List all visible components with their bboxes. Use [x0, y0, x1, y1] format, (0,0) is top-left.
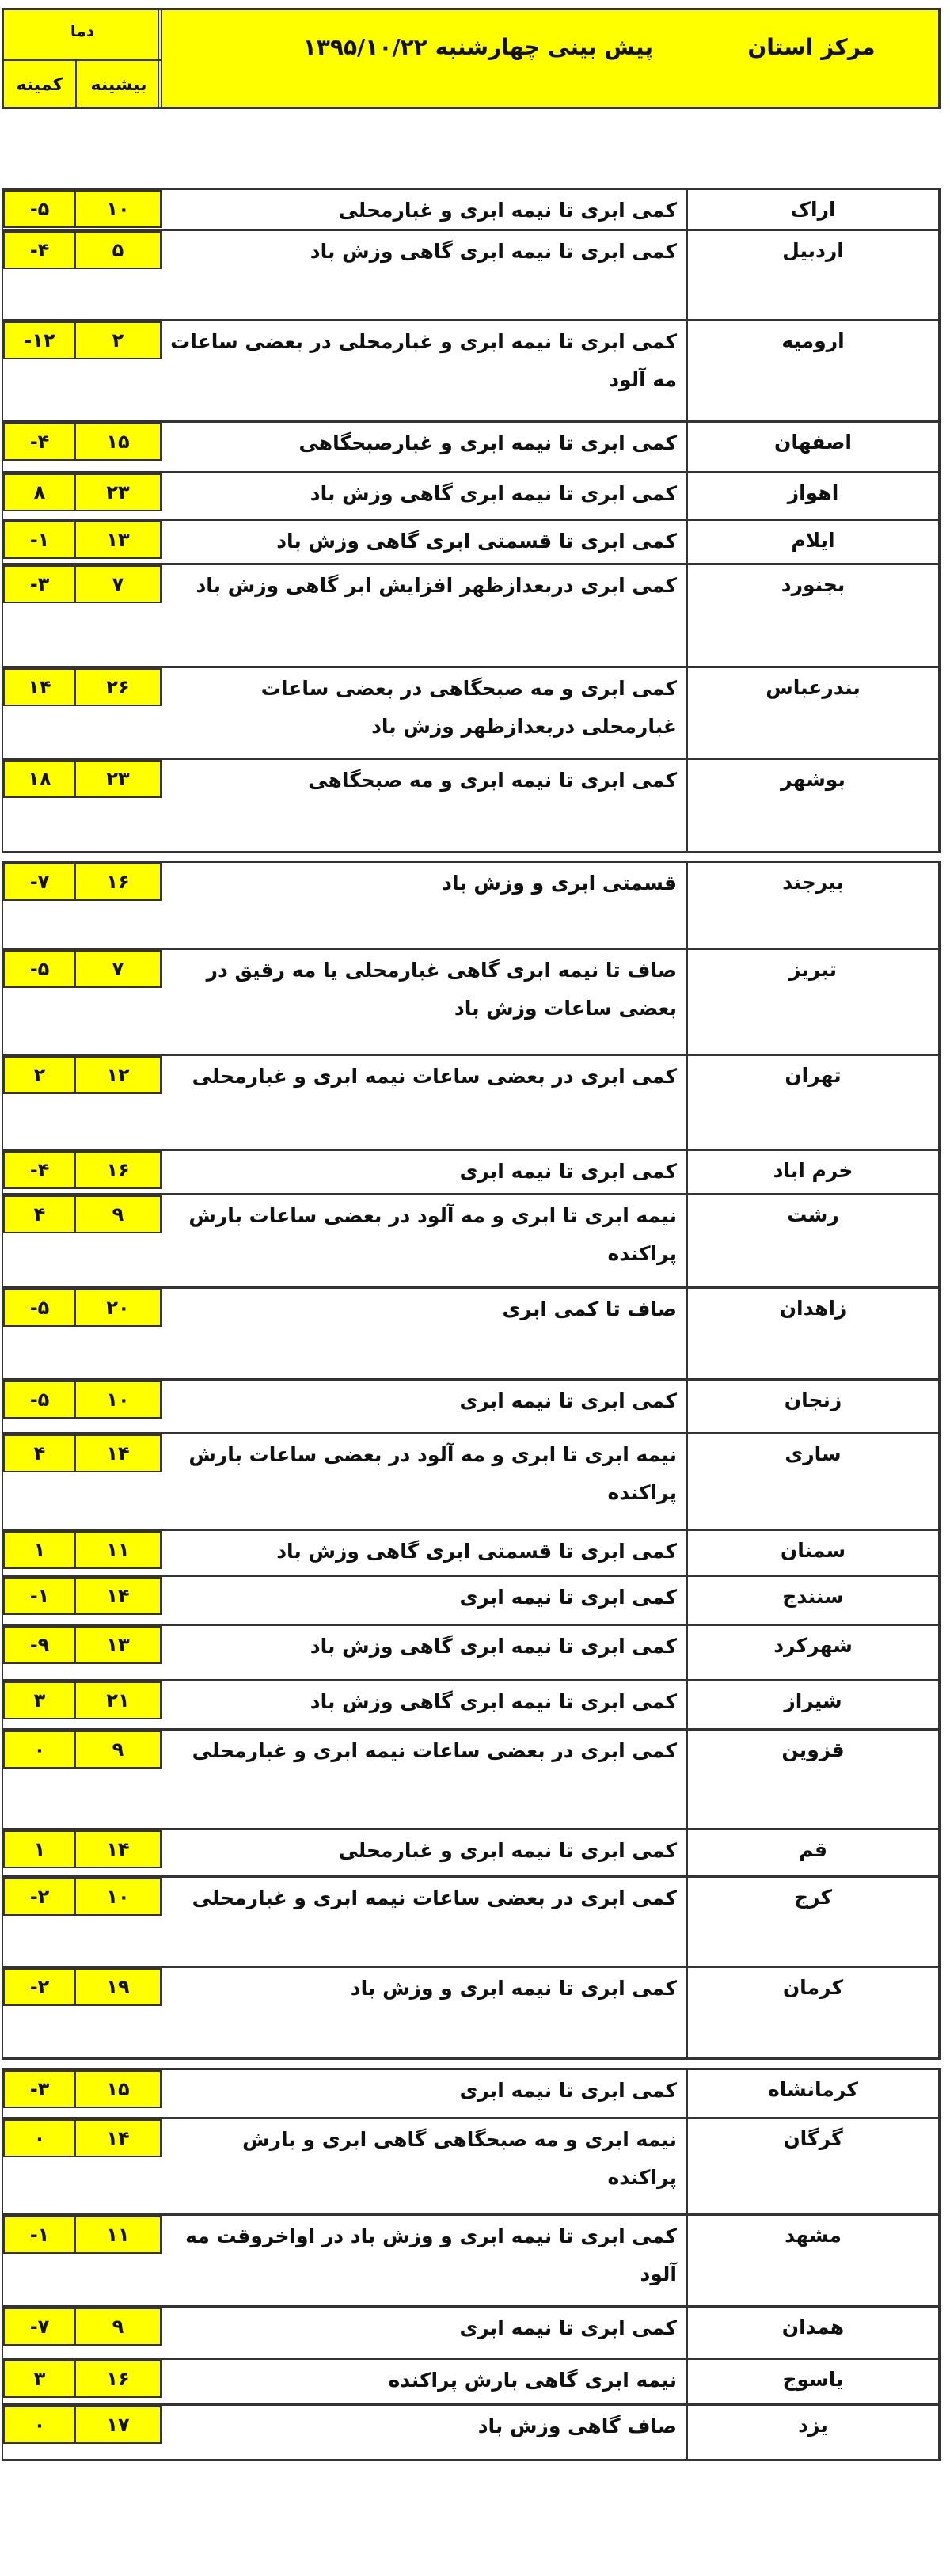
forecast-description: کمی ابری در بعضی ساعات نیمه ابری و غبارمحلی: [192, 1065, 677, 1088]
max-temp: ۱۳: [74, 1626, 162, 1664]
min-temp: ۳: [3, 1681, 76, 1719]
table-row: [3, 1286, 938, 1378]
table-row: [3, 188, 938, 229]
max-temp: ۲۰: [74, 1289, 162, 1327]
city-name: اهواز: [686, 473, 938, 519]
city-name: اصفهان: [686, 423, 938, 471]
table-row: [3, 519, 938, 563]
city-name: خرم اباد: [686, 1151, 938, 1193]
max-temp: ۱۰: [74, 1381, 162, 1419]
max-temp: ۱۶: [74, 1151, 162, 1189]
min-temp: -۳: [3, 565, 76, 603]
city-name: قم: [686, 1830, 938, 1875]
min-temp: -۴: [3, 1151, 76, 1189]
header-city: مرکز استان: [747, 34, 876, 60]
table-section: [2, 861, 940, 2060]
min-temp: -۵: [3, 1289, 76, 1327]
min-temp: -۲: [3, 1878, 76, 1916]
forecast-description: کمی ابری تا قسمتی ابری گاهی وزش باد: [276, 530, 677, 553]
city-name: گرگان: [686, 2119, 938, 2213]
max-temp: ۲۱: [74, 1681, 162, 1719]
forecast-description: قسمتی ابری و وزش باد: [442, 872, 677, 895]
min-temp: ۰: [3, 2119, 76, 2157]
max-temp: ۱۵: [74, 423, 162, 461]
min-temp: ۲: [3, 1056, 76, 1094]
min-temp: -۲: [3, 1968, 76, 2006]
min-temp: ۸: [3, 473, 76, 511]
max-temp: ۱۲: [74, 1056, 162, 1094]
max-temp: ۷: [74, 565, 162, 603]
min-temp: -۵: [3, 190, 76, 228]
max-temp: ۷: [74, 950, 162, 988]
min-temp: ۳: [3, 2360, 76, 2398]
max-temp: ۱۷: [74, 2406, 162, 2444]
city-name: شهرکرد: [686, 1626, 938, 1679]
city-name: همدان: [686, 2308, 938, 2358]
city-name: شیراز: [686, 1681, 938, 1728]
forecast-description: کمی ابری تا نیمه ابری و وزش باد: [350, 1977, 677, 2000]
city-name: سنندج: [686, 1577, 938, 1624]
table-row: [3, 1149, 938, 1193]
city-name: بجنورد: [686, 565, 938, 666]
table-row: [3, 1529, 938, 1575]
table-row: [3, 2068, 938, 2117]
max-temp: ۱۱: [74, 2216, 162, 2254]
min-temp: -۳: [3, 2070, 76, 2108]
max-temp: ۲۶: [74, 668, 162, 706]
table-row: [3, 948, 938, 1054]
forecast-description: کمی ابری تا نیمه ابری و وزش باد در اواخروقت مه آلود: [185, 2225, 677, 2285]
table-row: [3, 666, 938, 758]
forecast-description: کمی ابری تا نیمه ابری و غبارمحلی در بعضی ساعات مه آلود: [170, 330, 677, 391]
forecast-description: کمی ابری تا نیمه ابری: [459, 1586, 677, 1609]
forecast-description: کمی ابری تا نیمه ابری گاهی وزش باد: [310, 482, 677, 505]
city-name: قزوین: [686, 1731, 938, 1828]
table-row: [3, 1679, 938, 1728]
min-temp: -۱: [3, 521, 76, 559]
forecast-description: کمی ابری تا نیمه ابری: [459, 2079, 677, 2102]
forecast-description: صاف گاهی وزش باد: [477, 2415, 677, 2437]
table-row: [3, 2213, 938, 2305]
table-row: [3, 471, 938, 519]
table-row: [3, 1966, 938, 2057]
forecast-description: کمی ابری تا نیمه ابری گاهی وزش باد: [310, 240, 677, 263]
forecast-description: صاف تا کمی ابری: [502, 1297, 677, 1320]
min-temp: ۴: [3, 1434, 76, 1472]
max-temp: ۲: [74, 321, 162, 359]
forecast-description: نیمه ابری تا ابری و مه آلود در بعضی ساعات بارش پراکنده: [188, 1443, 677, 1504]
city-name: زاهدان: [686, 1289, 938, 1378]
min-temp: -۵: [3, 1381, 76, 1419]
city-name: مشهد: [686, 2216, 938, 2305]
table-row: [3, 1054, 938, 1149]
min-temp: -۵: [3, 950, 76, 988]
table-row: [3, 2403, 938, 2459]
table-bottom-border: [3, 2057, 938, 2060]
header-forecast-title: پیش بینی چهارشنبه ۱۳۹۵/۱۰/۲۲: [158, 10, 685, 107]
forecast-description: نیمه ابری و مه صبحگاهی گاهی ابری و بارش پراکنده: [242, 2128, 677, 2189]
min-temp: -۱۲: [3, 321, 76, 359]
forecast-description: کمی ابری در بعضی ساعات نیمه ابری و غبارمحلی: [192, 1739, 677, 1762]
city-name: سمنان: [686, 1531, 938, 1575]
forecast-description: نیمه ابری تا ابری و مه آلود در بعضی ساعات بارش پراکنده: [188, 1204, 677, 1265]
max-temp: ۲۳: [74, 473, 162, 511]
forecast-description: کمی ابری تا نیمه ابری گاهی وزش باد: [310, 1635, 677, 1658]
city-name: یزد: [686, 2406, 938, 2459]
max-temp: ۱۵: [74, 2070, 162, 2108]
table-row: [3, 861, 938, 948]
city-name: تهران: [686, 1056, 938, 1149]
header-temp-label: دما: [4, 10, 161, 61]
min-temp: ۱۸: [3, 760, 76, 798]
table-bottom-border: [3, 851, 938, 853]
max-temp: ۹: [74, 1731, 162, 1769]
city-name: زنجان: [686, 1381, 938, 1432]
table-row: [3, 563, 938, 666]
forecast-description: نیمه ابری گاهی بارش پراکنده: [388, 2369, 677, 2392]
min-temp: -۷: [3, 2308, 76, 2346]
max-temp: ۱۰: [74, 190, 162, 228]
max-temp: ۱۳: [74, 521, 162, 559]
table-row: [3, 2305, 938, 2358]
table-row: [3, 229, 938, 319]
table-section: [2, 2068, 940, 2461]
table-row: [3, 1728, 938, 1828]
header-min: کمینه: [16, 75, 63, 95]
city-name: کرج: [686, 1878, 938, 1966]
city-name: کرمانشاه: [686, 2070, 938, 2117]
max-temp: ۱۴: [74, 1830, 162, 1868]
max-temp: ۲۳: [74, 760, 162, 798]
max-temp: ۱۶: [74, 863, 162, 901]
forecast-description: کمی ابری تا نیمه ابری و غبارمحلی: [338, 1839, 677, 1862]
forecast-description: کمی ابری تا نیمه ابری و غبارصبحگاهی: [298, 431, 677, 454]
max-temp: ۹: [74, 1195, 162, 1233]
min-temp: -۹: [3, 1626, 76, 1664]
city-name: کرمان: [686, 1968, 938, 2057]
header-temperature: [4, 10, 162, 107]
min-temp: -۷: [3, 863, 76, 901]
forecast-description: صاف تا نیمه ابری گاهی غبارمحلی یا مه رقیق در بعضی ساعات وزش باد: [206, 959, 677, 1020]
min-temp: -۴: [3, 231, 76, 269]
table-row: [3, 2358, 938, 2403]
table-header: [2, 8, 940, 109]
forecast-description: کمی ابری تا قسمتی ابری گاهی وزش باد: [276, 1540, 677, 1563]
forecast-description: کمی ابری تا نیمه ابری و غبارمحلی: [338, 199, 677, 222]
city-name: یاسوج: [686, 2360, 938, 2403]
forecast-description: کمی ابری تا نیمه ابری و مه صبحگاهی: [308, 769, 677, 792]
min-temp: ۰: [3, 1731, 76, 1769]
forecast-description: کمی ابری تا نیمه ابری: [459, 1389, 677, 1412]
forecast-description: کمی ابری دربعدازظهر افزایش ابر گاهی وزش باد: [196, 574, 677, 597]
min-temp: ۰: [3, 2406, 76, 2444]
header-max: بیشینه: [75, 61, 161, 107]
table-row: [3, 319, 938, 420]
city-name: رشت: [686, 1195, 938, 1286]
city-name: بندرعباس: [686, 668, 938, 758]
max-temp: ۱۱: [74, 1531, 162, 1569]
forecast-description: کمی ابری تا نیمه ابری: [459, 2316, 677, 2339]
min-temp: ۴: [3, 1195, 76, 1233]
min-temp: ۱: [3, 1531, 76, 1569]
table-row: [3, 2117, 938, 2213]
city-name: ایلام: [686, 521, 938, 563]
max-temp: ۱۴: [74, 2119, 162, 2157]
forecast-description: کمی ابری تا نیمه ابری: [459, 1160, 677, 1183]
min-temp: -۱: [3, 1577, 76, 1615]
max-temp: ۱۹: [74, 1968, 162, 2006]
min-temp: -۴: [3, 423, 76, 461]
table-row: [3, 758, 938, 851]
table-row: [3, 420, 938, 471]
city-name: ارومیه: [686, 321, 938, 420]
min-temp: ۱: [3, 1830, 76, 1868]
table-row: [3, 1624, 938, 1679]
table-bottom-border: [3, 2459, 938, 2461]
table-row: [3, 1432, 938, 1529]
table-row: [3, 1875, 938, 1966]
table-row: [3, 1828, 938, 1875]
forecast-description: کمی ابری تا نیمه ابری گاهی وزش باد: [310, 1690, 677, 1713]
city-name: اراک: [686, 190, 938, 229]
max-temp: ۵: [74, 231, 162, 269]
forecast-description: کمی ابری در بعضی ساعات نیمه ابری و غبارمحلی: [192, 1886, 677, 1909]
table-row: [3, 1193, 938, 1286]
city-name: بیرجند: [686, 863, 938, 948]
city-name: بوشهر: [686, 760, 938, 851]
max-temp: ۱۴: [74, 1434, 162, 1472]
city-name: ساری: [686, 1434, 938, 1529]
max-temp: ۱۰: [74, 1878, 162, 1916]
city-name: تبریز: [686, 950, 938, 1054]
table-row: [3, 1378, 938, 1432]
min-temp: ۱۴: [3, 668, 76, 706]
table-section: [2, 188, 940, 853]
city-name: اردبیل: [686, 231, 938, 319]
max-temp: ۱۶: [74, 2360, 162, 2398]
min-temp: -۱: [3, 2216, 76, 2254]
table-row: [3, 1575, 938, 1624]
max-temp: ۹: [74, 2308, 162, 2346]
forecast-description: کمی ابری و مه صبحگاهی در بعضی ساعات غبارمحلی دربعدازظهر وزش باد: [260, 677, 677, 738]
max-temp: ۱۴: [74, 1577, 162, 1615]
